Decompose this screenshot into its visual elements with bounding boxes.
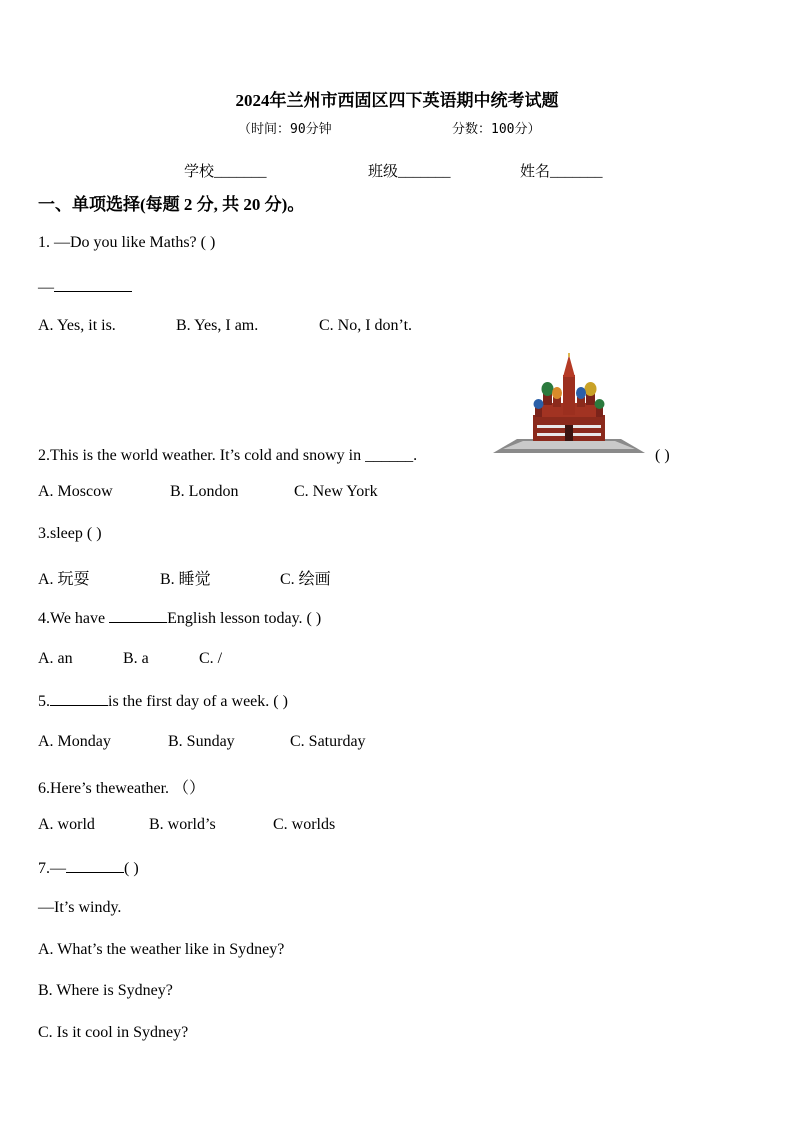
question-5-option-b: B. Sunday xyxy=(168,733,235,750)
question-5-option-c: C. Saturday xyxy=(290,733,366,750)
question-4-option-c: C. / xyxy=(199,650,223,667)
question-2-stem: 2.This is the world weather. It’s cold and snowy in ______. xyxy=(38,447,418,464)
question-1-option-c: C. No, I don’t. xyxy=(319,317,413,334)
question-3-option-c: C. 绘画 xyxy=(280,571,331,588)
question-1-stem: 1. —Do you like Maths? ( ) xyxy=(38,234,216,251)
question-6-stem: 6.Here’s theweather. （） xyxy=(38,780,206,797)
question-7-stem: 7.— ( ) xyxy=(38,860,139,877)
question-2-option-a: A. Moscow xyxy=(38,483,113,500)
question-7-option-b: B. Where is Sydney? xyxy=(38,982,173,999)
question-6-option-a: A. world xyxy=(38,816,95,833)
question-3-option-a: A. 玩耍 xyxy=(38,571,90,588)
page-title: 2024年兰州市西固区四下英语期中统考试题 xyxy=(235,91,559,110)
class-field: 班级_______ xyxy=(368,164,451,180)
question-7-option-a: A. What’s the weather like in Sydney? xyxy=(38,941,285,958)
school-field: 学校_______ xyxy=(184,164,267,180)
question-7-option-c: C. Is it cool in Sydney? xyxy=(38,1024,189,1041)
question-4-stem: 4.We have English lesson today. ( ) xyxy=(38,610,322,627)
question-5-stem: 5. is the first day of a week. ( ) xyxy=(38,693,288,710)
question-1-option-a: A. Yes, it is. xyxy=(38,317,116,334)
question-5-option-a: A. Monday xyxy=(38,733,111,750)
question-2-paren: ( ) xyxy=(655,447,670,464)
time-info: （时间：90分钟 xyxy=(238,122,332,137)
cathedral-image xyxy=(493,353,645,455)
question-6-option-c: C. worlds xyxy=(273,816,336,833)
question-7-reply: —It’s windy. xyxy=(38,899,122,916)
question-1-option-b: B. Yes, I am. xyxy=(176,317,259,334)
question-3-option-b: B. 睡觉 xyxy=(160,571,211,588)
score-info: 分数：100分） xyxy=(452,122,541,137)
question-4-option-b: B. a xyxy=(123,650,149,667)
question-4-option-a: A. an xyxy=(38,650,73,667)
question-6-option-b: B. world’s xyxy=(149,816,216,833)
question-2-option-c: C. New York xyxy=(294,483,378,500)
question-2-option-b: B. London xyxy=(170,483,239,500)
name-field: 姓名_______ xyxy=(520,164,603,180)
question-3-stem: 3.sleep ( ) xyxy=(38,525,102,542)
question-1-answer-line: — xyxy=(38,277,132,297)
section-heading: 一、单项选择(每题 2 分, 共 20 分)。 xyxy=(38,195,305,214)
